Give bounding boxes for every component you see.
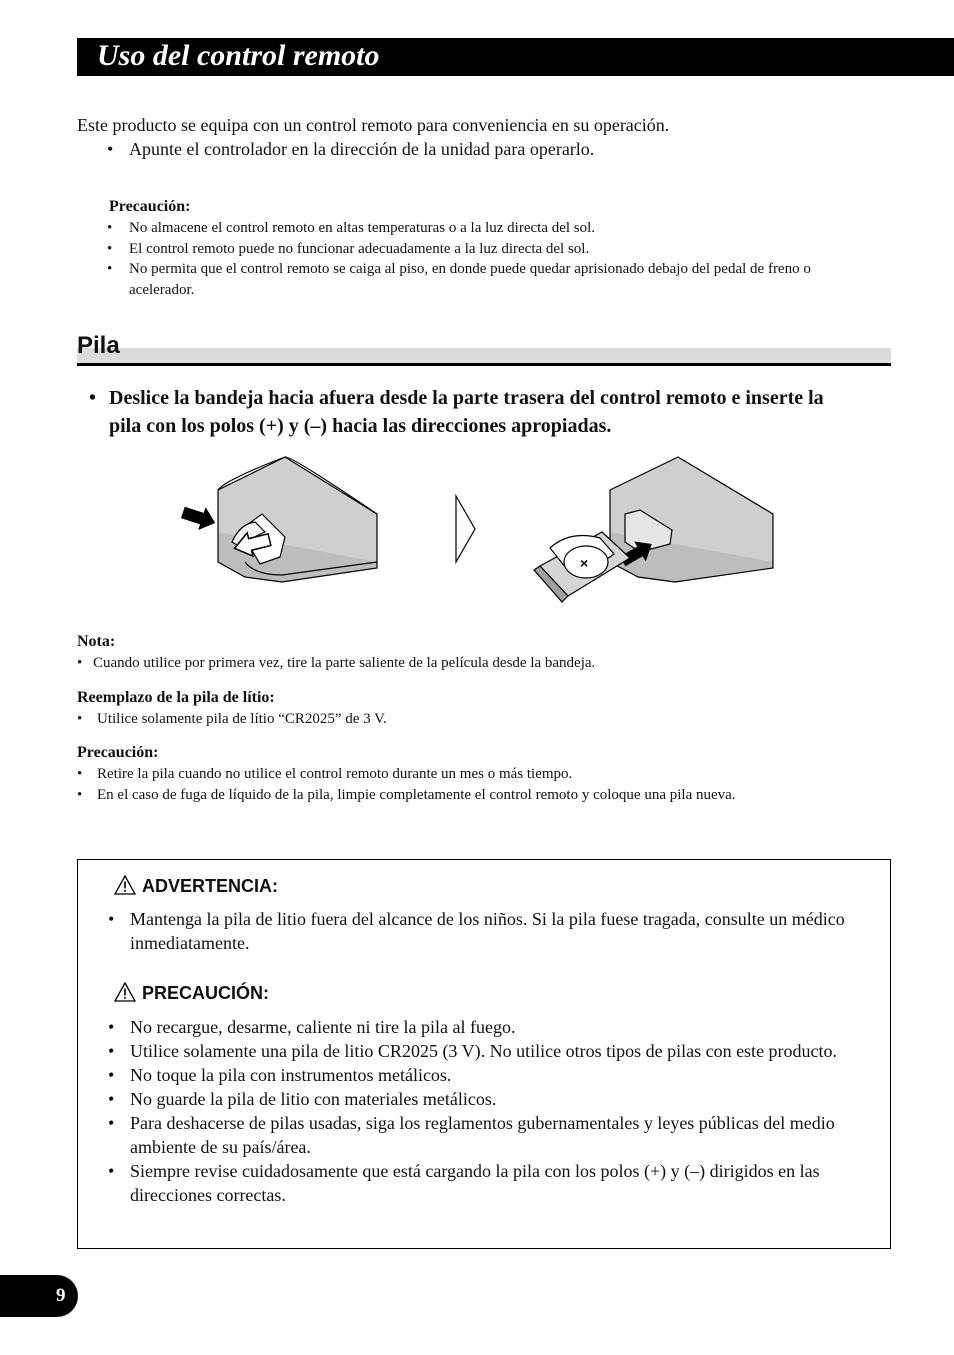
bullet-dot: •	[108, 1161, 115, 1181]
remote-left-illustration	[218, 457, 377, 582]
warning-heading-text: ADVERTENCIA:	[142, 876, 279, 896]
warning-box	[77, 859, 891, 1249]
intro-bullet-text: Apunte el controlador en la dirección de la unidad para operarlo.	[129, 139, 595, 159]
page-number: 9	[56, 1285, 66, 1306]
bullet-dot: •	[77, 655, 83, 671]
caution-top-item-text: No almacene el control remoto en altas temperaturas o a la luz directa del sol.	[129, 220, 596, 236]
replacement-item	[77, 709, 857, 730]
bullet-dot: •	[107, 139, 114, 159]
caution-top-heading: Precaución:	[109, 198, 191, 215]
page-title: Uso del control remoto	[97, 39, 380, 72]
bullet-dot: •	[108, 909, 115, 929]
intro	[77, 113, 887, 161]
caution-top-item	[77, 239, 857, 260]
replacement-item-text: Utilice solamente pila de lítio “CR2025” de 3 V.	[97, 710, 387, 727]
caution-box-item	[108, 1015, 868, 1039]
note-item	[77, 653, 857, 674]
arrow-in-icon	[179, 501, 219, 534]
section-rule	[77, 363, 891, 366]
caution-bottom-item-text: Retire la pila cuando no utilice el control remoto durante un mes o más tiempo.	[97, 766, 573, 782]
caution-top-item-text: No permita que el control remoto se caiga al piso, en donde puede quedar aprisionado debajo del pedal de freno o acelerador.	[129, 261, 811, 298]
step-arrow-icon	[456, 496, 475, 562]
battery-figure	[170, 452, 790, 612]
bullet-dot: •	[108, 1065, 115, 1085]
bullet-dot: •	[107, 240, 113, 257]
note-item-text: Cuando utilice por primera vez, tire la parte saliente de la película desde la bandeja.	[93, 655, 596, 671]
caution-bottom-item	[77, 764, 857, 785]
section-header	[77, 330, 891, 366]
page-number-tab	[0, 1275, 78, 1317]
bullet-dot: •	[108, 1113, 115, 1133]
caution-box-item	[108, 1039, 868, 1063]
notes	[77, 631, 857, 805]
bullet-dot: •	[108, 1017, 115, 1037]
caution-box-item-text: No toque la pila con instrumentos metálicos.	[130, 1065, 452, 1085]
caution-bottom-item-text: En el caso de fuga de líquido de la pila, limpie completamente el control remoto y coloque una pila nueva.	[97, 786, 736, 803]
caution-bottom-heading: Precaución:	[77, 744, 159, 761]
replacement-heading: Reemplazo de la pila de lítio:	[77, 688, 275, 706]
warning-list	[108, 907, 868, 955]
section-band	[77, 348, 891, 364]
caution-box-heading	[114, 981, 269, 1005]
caution-top-item-text: El control remoto puede no funcionar adecuadamente a la luz directa del sol.	[129, 240, 590, 257]
intro-text: Este producto se equipa con un control remoto para conveniencia en su operación.	[77, 115, 670, 135]
caution-box-item	[108, 1111, 868, 1159]
caution-top-item	[77, 259, 857, 300]
caution-box-item-text: Para deshacerse de pilas usadas, siga los reglamentos gubernamentales y leyes públicas del medio ambiente de su país/área.	[130, 1113, 835, 1157]
caution-box-item-text: Siempre revise cuidadosamente que está cargando la pila con los polos (+) y (–) dirigidos en las direcciones correctas.	[130, 1161, 820, 1205]
caution-top	[77, 196, 857, 300]
bullet-dot: •	[108, 1089, 115, 1109]
section-title: Pila	[77, 332, 120, 359]
caution-top-item	[77, 218, 857, 239]
caution-box-item-text: No recargue, desarme, caliente ni tire la pila al fuego.	[130, 1017, 516, 1037]
caution-box-item	[108, 1087, 868, 1111]
caution-box-heading-text: PRECAUCIÓN:	[142, 983, 270, 1003]
title-bar	[77, 38, 954, 76]
instruction	[77, 384, 857, 440]
caution-box-item-text: No guarde la pila de litio con materiales metálicos.	[130, 1089, 497, 1109]
warning-item-text: Mantenga la pila de litio fuera del alcance de los niños. Si la pila fuese tragada, consulte un médico inmediatamente.	[130, 909, 845, 953]
warning-item	[108, 907, 868, 955]
intro-bullet	[77, 137, 887, 161]
instruction-text: Deslice la bandeja hacia afuera desde la parte trasera del control remoto e inserte la pila con los polos (+) y (–) hacia las direcciones apropiadas.	[109, 387, 824, 437]
warning-icon	[114, 875, 136, 895]
bullet-dot: •	[107, 261, 113, 277]
caution-bottom-item	[77, 785, 857, 806]
warning-heading	[114, 874, 278, 898]
bullet-dot: •	[108, 1041, 115, 1061]
caution-box-list	[108, 1015, 868, 1207]
caution-box-item	[108, 1063, 868, 1087]
remote-right-illustration	[610, 457, 773, 582]
caution-box-item-text: Utilice solamente una pila de litio CR2025 (3 V). No utilice otros tipos de pilas con este producto.	[130, 1041, 838, 1061]
bullet-dot: •	[77, 786, 83, 803]
bullet-dot: •	[89, 387, 97, 409]
battery-mark: ×	[580, 555, 589, 571]
bullet-dot: •	[107, 220, 113, 236]
bullet-dot: •	[77, 710, 83, 727]
note-heading: Nota:	[77, 633, 116, 650]
caution-box-item	[108, 1159, 868, 1207]
bullet-dot: •	[77, 766, 83, 782]
caution-icon	[114, 982, 136, 1002]
